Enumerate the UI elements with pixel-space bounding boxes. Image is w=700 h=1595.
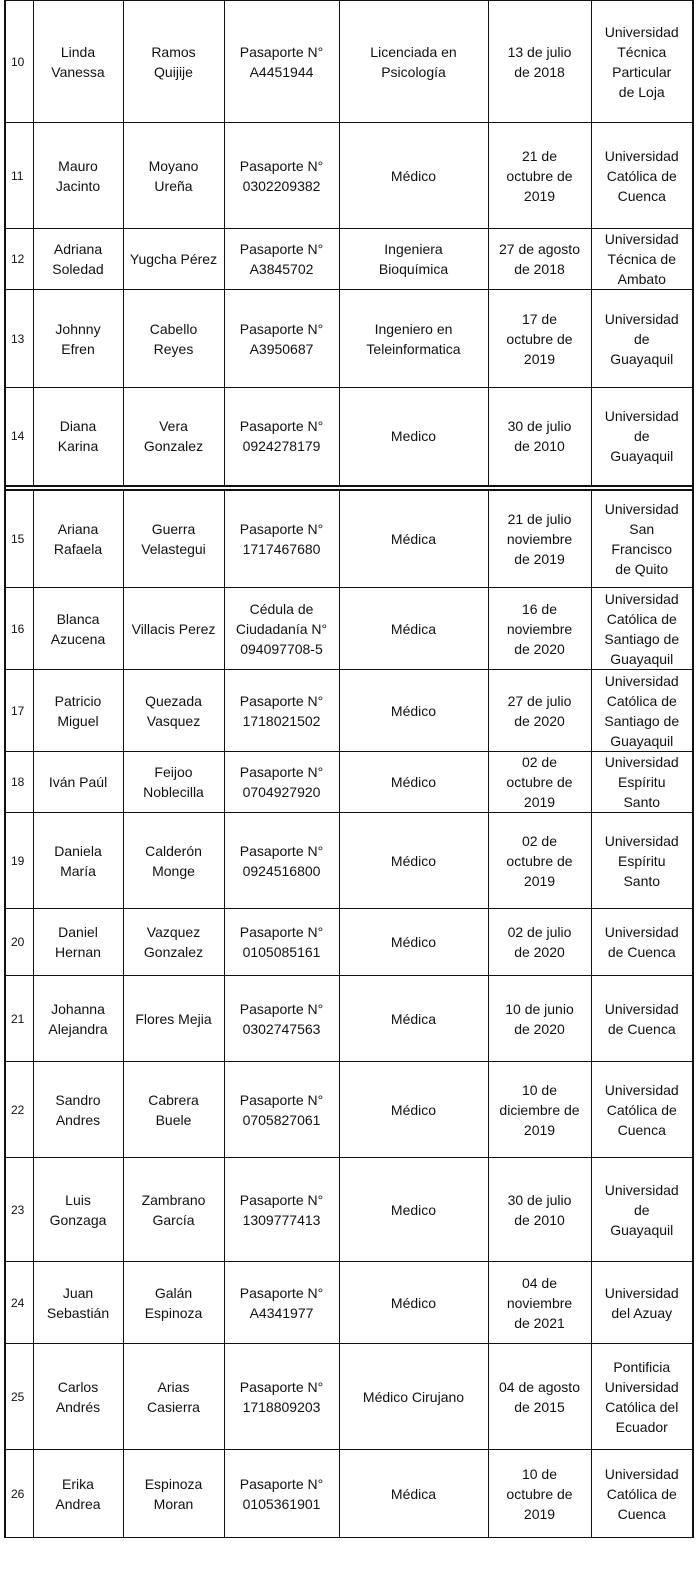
date-cell: 10 de junio de 2020 bbox=[488, 976, 591, 1062]
degree-title-cell: Médico bbox=[339, 670, 488, 752]
degree-title-cell: Médico bbox=[339, 1062, 488, 1158]
first-name-cell: Erika Andrea bbox=[33, 1450, 123, 1538]
registry-table bbox=[4, 0, 694, 1538]
university-cell: Universidad Católica de Cuenca bbox=[591, 1450, 693, 1538]
document-cell: Pasaporte N° 0302209382 bbox=[224, 123, 339, 229]
row-number: 19 bbox=[5, 813, 33, 909]
table-row bbox=[5, 388, 693, 486]
university-cell: Universidad de Cuenca bbox=[591, 976, 693, 1062]
table-row bbox=[5, 588, 693, 670]
last-name-cell: Galán Espinoza bbox=[123, 1262, 224, 1344]
table-row bbox=[5, 1262, 693, 1344]
row-number: 13 bbox=[5, 290, 33, 388]
table-row bbox=[5, 490, 693, 588]
first-name-cell: Blanca Azucena bbox=[33, 588, 123, 670]
document-cell: Pasaporte N° 0924516800 bbox=[224, 813, 339, 909]
last-name-cell: Cabrera Buele bbox=[123, 1062, 224, 1158]
last-name-cell: Ramos Quijije bbox=[123, 1, 224, 123]
table-row bbox=[5, 229, 693, 290]
document-cell: Pasaporte N° 1717467680 bbox=[224, 490, 339, 588]
last-name-cell: Villacis Perez bbox=[123, 588, 224, 670]
last-name-cell: Vera Gonzalez bbox=[123, 388, 224, 486]
last-name-cell: Vazquez Gonzalez bbox=[123, 909, 224, 976]
date-cell: 16 de noviembre de 2020 bbox=[488, 588, 591, 670]
first-name-cell: Daniel Hernan bbox=[33, 909, 123, 976]
date-cell: 04 de agosto de 2015 bbox=[488, 1344, 591, 1450]
date-cell: 27 de agosto de 2018 bbox=[488, 229, 591, 290]
first-name-cell: Carlos Andrés bbox=[33, 1344, 123, 1450]
degree-title-cell: Médica bbox=[339, 1450, 488, 1538]
university-cell: Universidad Técnica Particular de Loja bbox=[591, 1, 693, 123]
university-cell: Universidad de Guayaquil bbox=[591, 1158, 693, 1262]
university-cell: Universidad Técnica de Ambato bbox=[591, 229, 693, 290]
row-number: 10 bbox=[5, 1, 33, 123]
degree-title-cell: Médica bbox=[339, 976, 488, 1062]
row-number: 20 bbox=[5, 909, 33, 976]
document-cell: Pasaporte N° 0705827061 bbox=[224, 1062, 339, 1158]
first-name-cell: Juan Sebastián bbox=[33, 1262, 123, 1344]
university-cell: Universidad Católica de Santiago de Guayaquil bbox=[591, 670, 693, 752]
last-name-cell: Yugcha Pérez bbox=[123, 229, 224, 290]
date-cell: 13 de julio de 2018 bbox=[488, 1, 591, 123]
row-number: 25 bbox=[5, 1344, 33, 1450]
document-cell: Pasaporte N° A4451944 bbox=[224, 1, 339, 123]
last-name-cell: Espinoza Moran bbox=[123, 1450, 224, 1538]
row-number: 23 bbox=[5, 1158, 33, 1262]
university-cell: Universidad Católica de Santiago de Guayaquil bbox=[591, 588, 693, 670]
last-name-cell: Quezada Vasquez bbox=[123, 670, 224, 752]
table-row bbox=[5, 976, 693, 1062]
table-row bbox=[5, 670, 693, 752]
registry-table-body bbox=[5, 1, 693, 1538]
row-number: 18 bbox=[5, 752, 33, 813]
table-row bbox=[5, 1062, 693, 1158]
last-name-cell: Flores Mejia bbox=[123, 976, 224, 1062]
document-cell: Pasaporte N° 0105085161 bbox=[224, 909, 339, 976]
date-cell: 02 de julio de 2020 bbox=[488, 909, 591, 976]
row-number: 22 bbox=[5, 1062, 33, 1158]
row-number: 16 bbox=[5, 588, 33, 670]
last-name-cell: Cabello Reyes bbox=[123, 290, 224, 388]
last-name-cell: Zambrano García bbox=[123, 1158, 224, 1262]
date-cell: 21 de octubre de 2019 bbox=[488, 123, 591, 229]
university-cell: Universidad Espíritu Santo bbox=[591, 813, 693, 909]
last-name-cell: Arias Casierra bbox=[123, 1344, 224, 1450]
document-cell: Pasaporte N° 0302747563 bbox=[224, 976, 339, 1062]
row-number: 26 bbox=[5, 1450, 33, 1538]
table-row bbox=[5, 1158, 693, 1262]
row-number: 17 bbox=[5, 670, 33, 752]
first-name-cell: Ariana Rafaela bbox=[33, 490, 123, 588]
document-cell: Pasaporte N° 0924278179 bbox=[224, 388, 339, 486]
degree-title-cell: Médico Cirujano bbox=[339, 1344, 488, 1450]
degree-title-cell: Ingeniero en Teleinformatica bbox=[339, 290, 488, 388]
degree-title-cell: Médico bbox=[339, 813, 488, 909]
first-name-cell: Patricio Miguel bbox=[33, 670, 123, 752]
last-name-cell: Guerra Velastegui bbox=[123, 490, 224, 588]
degree-title-cell: Médico bbox=[339, 909, 488, 976]
date-cell: 17 de octubre de 2019 bbox=[488, 290, 591, 388]
date-cell: 02 de octubre de 2019 bbox=[488, 813, 591, 909]
university-cell: Universidad Católica de Cuenca bbox=[591, 123, 693, 229]
degree-title-cell: Ingeniera Bioquímica bbox=[339, 229, 488, 290]
date-cell: 21 de julio noviembre de 2019 bbox=[488, 490, 591, 588]
row-number: 21 bbox=[5, 976, 33, 1062]
date-cell: 10 de octubre de 2019 bbox=[488, 1450, 591, 1538]
university-cell: Universidad Católica de Cuenca bbox=[591, 1062, 693, 1158]
degree-title-cell: Médico bbox=[339, 123, 488, 229]
university-cell: Pontificia Universidad Católica del Ecuador bbox=[591, 1344, 693, 1450]
date-cell: 02 de octubre de 2019 bbox=[488, 752, 591, 813]
table-row bbox=[5, 290, 693, 388]
table-row bbox=[5, 123, 693, 229]
table-row bbox=[5, 752, 693, 813]
first-name-cell: Luis Gonzaga bbox=[33, 1158, 123, 1262]
table-row bbox=[5, 813, 693, 909]
document-cell: Pasaporte N° 1718021502 bbox=[224, 670, 339, 752]
date-cell: 10 de diciembre de 2019 bbox=[488, 1062, 591, 1158]
document-cell: Pasaporte N° 0105361901 bbox=[224, 1450, 339, 1538]
date-cell: 04 de noviembre de 2021 bbox=[488, 1262, 591, 1344]
degree-title-cell: Licenciada en Psicología bbox=[339, 1, 488, 123]
date-cell: 30 de julio de 2010 bbox=[488, 388, 591, 486]
last-name-cell: Feijoo Noblecilla bbox=[123, 752, 224, 813]
first-name-cell: Sandro Andres bbox=[33, 1062, 123, 1158]
degree-title-cell: Médico bbox=[339, 1262, 488, 1344]
last-name-cell: Calderón Monge bbox=[123, 813, 224, 909]
university-cell: Universidad del Azuay bbox=[591, 1262, 693, 1344]
date-cell: 27 de julio de 2020 bbox=[488, 670, 591, 752]
first-name-cell: Mauro Jacinto bbox=[33, 123, 123, 229]
document-cell: Pasaporte N° A3950687 bbox=[224, 290, 339, 388]
first-name-cell: Adriana Soledad bbox=[33, 229, 123, 290]
first-name-cell: Johnny Efren bbox=[33, 290, 123, 388]
table-row bbox=[5, 1450, 693, 1538]
row-number: 24 bbox=[5, 1262, 33, 1344]
row-number: 15 bbox=[5, 490, 33, 588]
document-cell: Cédula de Ciudadanía N° 094097708-5 bbox=[224, 588, 339, 670]
university-cell: Universidad de Cuenca bbox=[591, 909, 693, 976]
degree-title-cell: Medico bbox=[339, 1158, 488, 1262]
row-number: 14 bbox=[5, 388, 33, 486]
degree-title-cell: Médico bbox=[339, 752, 488, 813]
table-row bbox=[5, 1344, 693, 1450]
university-cell: Universidad de Guayaquil bbox=[591, 388, 693, 486]
first-name-cell: Iván Paúl bbox=[33, 752, 123, 813]
table-row bbox=[5, 1, 693, 123]
first-name-cell: Johanna Alejandra bbox=[33, 976, 123, 1062]
degree-title-cell: Medico bbox=[339, 388, 488, 486]
document-cell: Pasaporte N° 1309777413 bbox=[224, 1158, 339, 1262]
row-number: 12 bbox=[5, 229, 33, 290]
document-cell: Pasaporte N° 0704927920 bbox=[224, 752, 339, 813]
degree-title-cell: Médica bbox=[339, 588, 488, 670]
university-cell: Universidad Espíritu Santo bbox=[591, 752, 693, 813]
degree-title-cell: Médica bbox=[339, 490, 488, 588]
document-cell: Pasaporte N° A4341977 bbox=[224, 1262, 339, 1344]
date-cell: 30 de julio de 2010 bbox=[488, 1158, 591, 1262]
document-cell: Pasaporte N° A3845702 bbox=[224, 229, 339, 290]
first-name-cell: Daniela María bbox=[33, 813, 123, 909]
registry-page bbox=[4, 0, 692, 1538]
first-name-cell: Diana Karina bbox=[33, 388, 123, 486]
last-name-cell: Moyano Ureña bbox=[123, 123, 224, 229]
university-cell: Universidad de Guayaquil bbox=[591, 290, 693, 388]
university-cell: Universidad San Francisco de Quito bbox=[591, 490, 693, 588]
table-row bbox=[5, 909, 693, 976]
first-name-cell: Linda Vanessa bbox=[33, 1, 123, 123]
row-number: 11 bbox=[5, 123, 33, 229]
document-cell: Pasaporte N° 1718809203 bbox=[224, 1344, 339, 1450]
